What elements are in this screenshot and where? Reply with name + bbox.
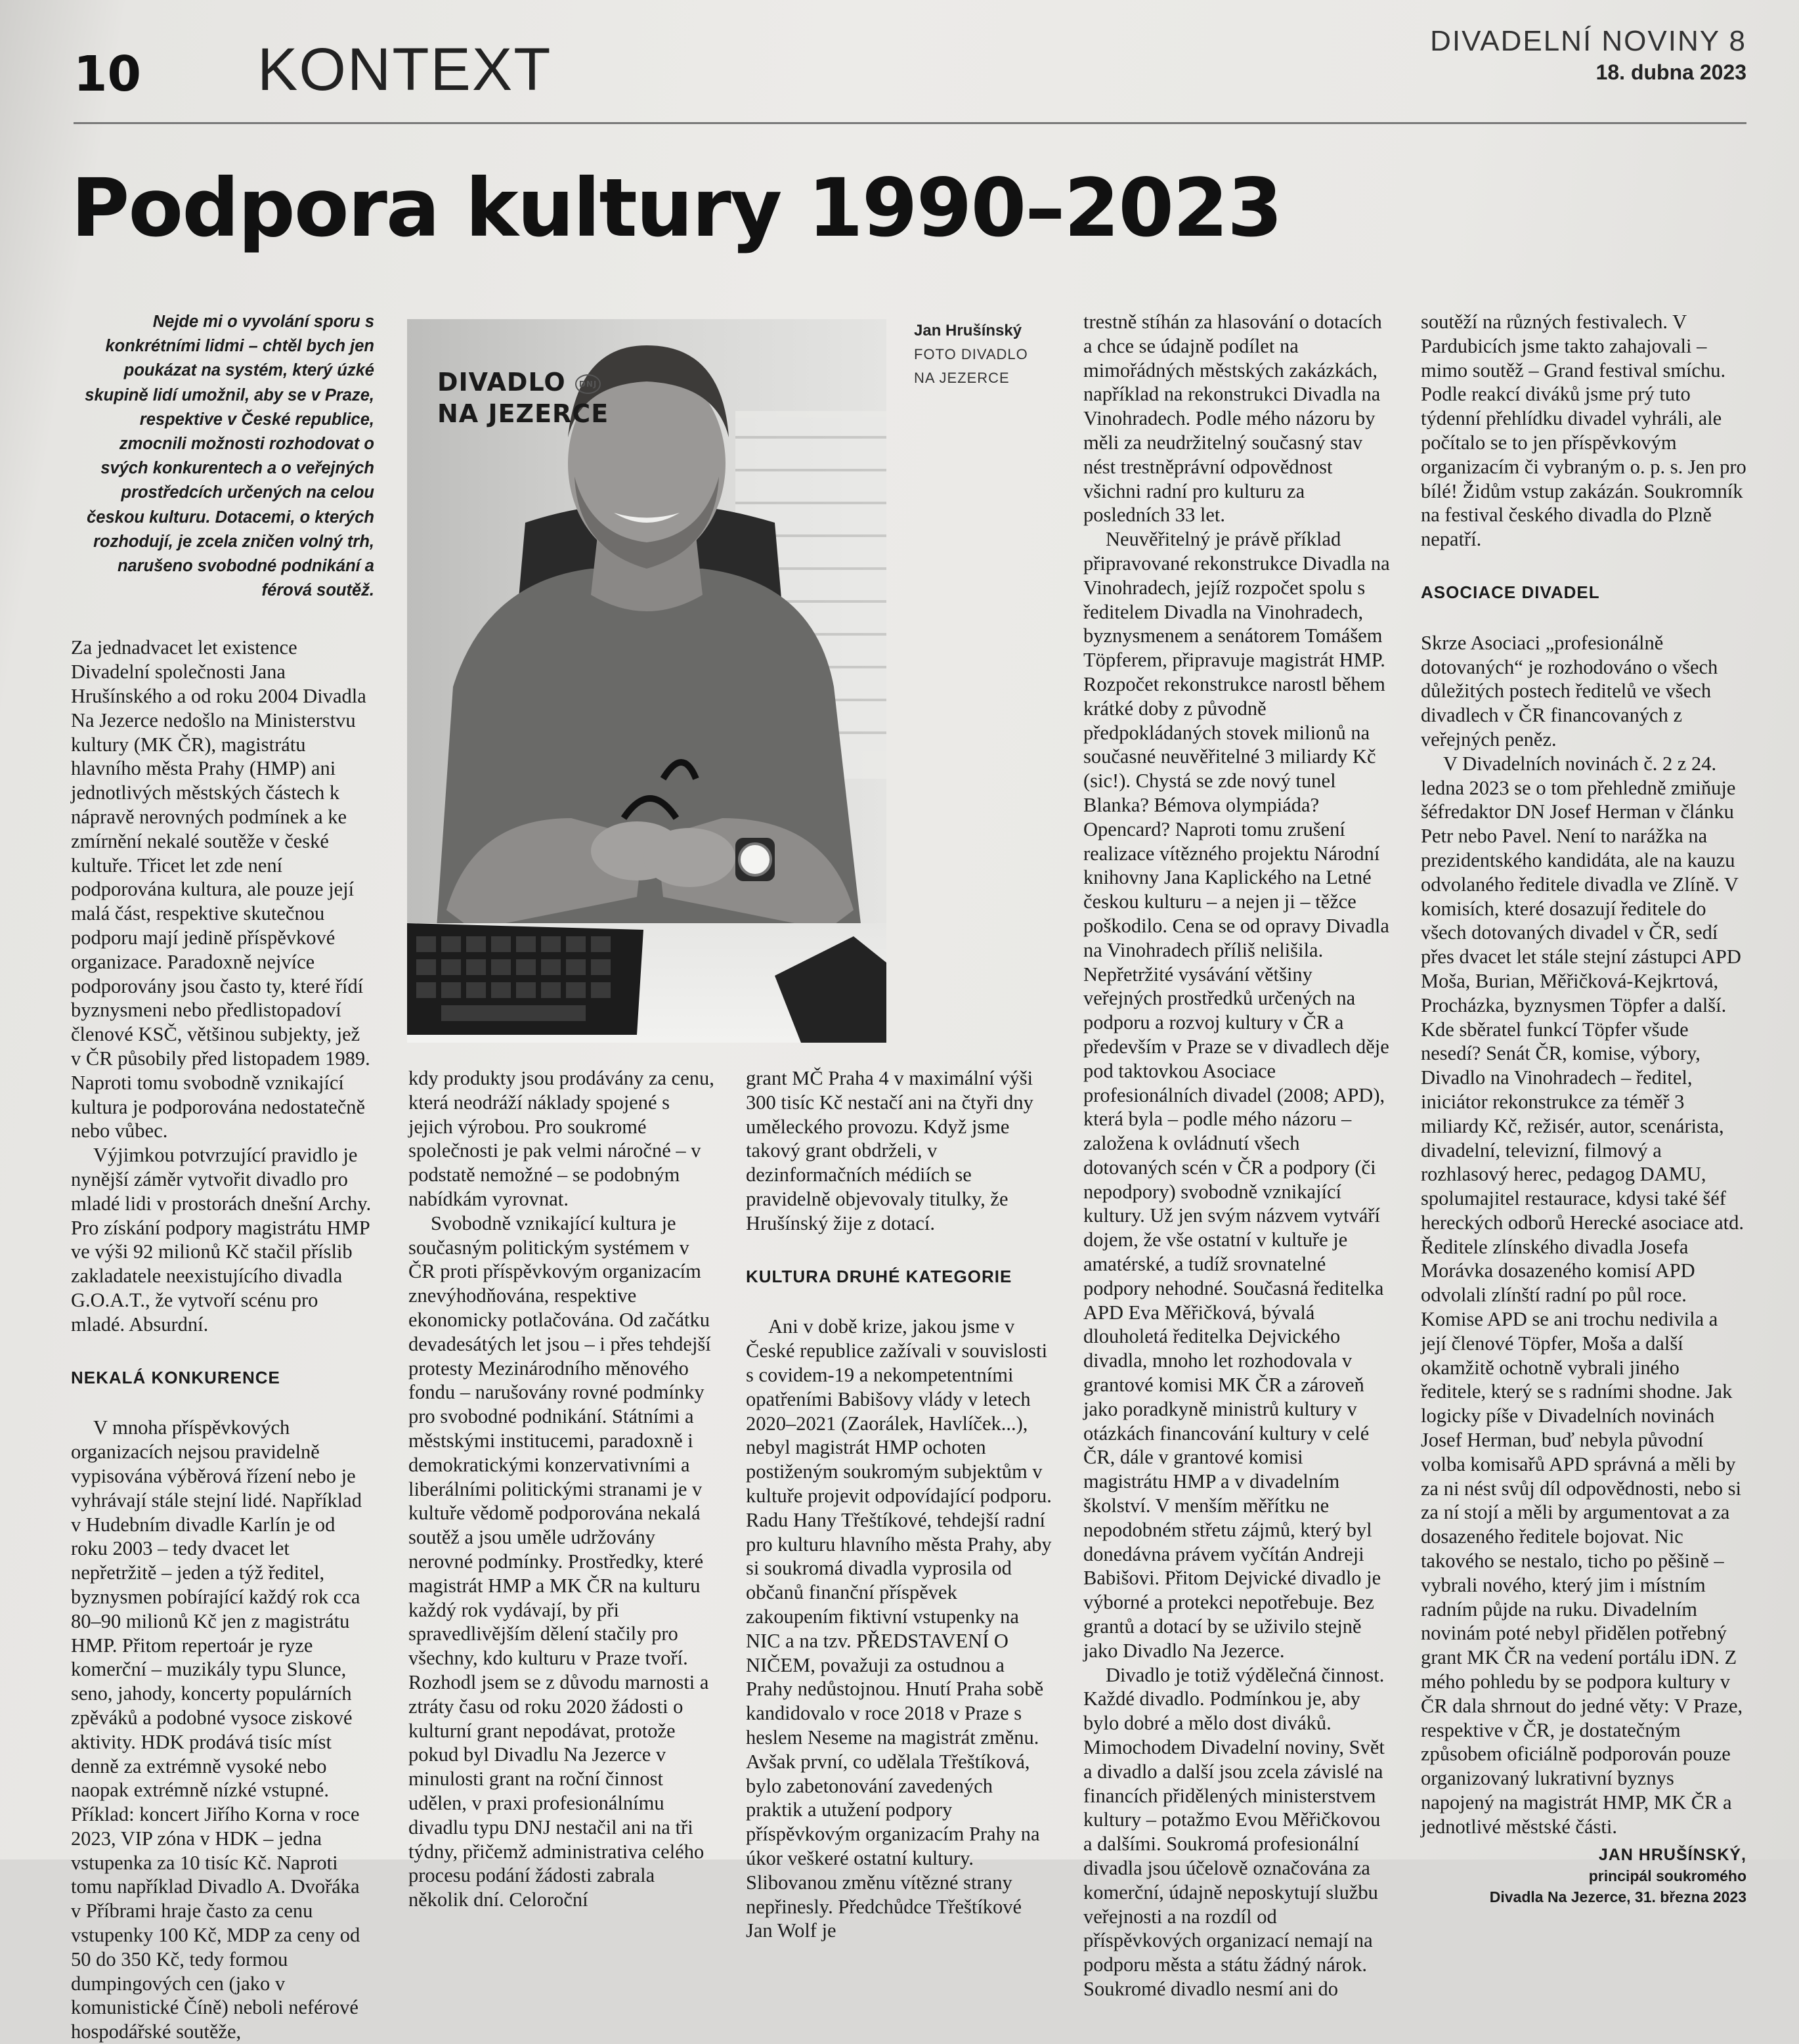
author-signature xyxy=(1421,1844,1746,1907)
paragraph: Výjimkou potvrzující pravidlo je nynější záměr vytvořit divadlo pro mladé lidi v prostorách dnešní Archy. Pro získání podpory magistrátu HMP ve výši 92 milionů Kč stačil příslib zakladatele neexistujícího divadla G.O.A.T., že vytvoří scénu pro mladé. Absurdní. xyxy=(71,1144,372,1336)
photo-caption xyxy=(914,319,1058,390)
page-number: 10 xyxy=(74,46,141,102)
section-title: KONTEXT xyxy=(257,36,552,103)
article-column-3 xyxy=(746,1066,1053,1943)
article-column-2 xyxy=(408,1066,716,1912)
sign-line-1: DIVADLO xyxy=(437,368,566,397)
portrait-photo xyxy=(407,319,886,1043)
article-lead: Nejde mi o vyvolání sporu s konkrétními lidmi – chtěl bych jen poukázat na systém, který úzké skupině lidí umožnil, aby se v Praze, respektive v České republice, zmocnili možnosti rozhodovat o svých konkurentech a o veřejných prostředcích určených na celou českou kulturu. Dotacemi, o kterých rozhodují, je zcela zničen volný trh, narušeno svobodné podnikání a férová soutěž. xyxy=(85,313,374,600)
caption-credit-1: FOTO DIVADLO xyxy=(914,346,1028,362)
paragraph: Ani v době krize, jakou jsme v České republice zažívali v souvislosti s covidem-19 a nekompetentními opatřeními Babišovy vlády v letech 2020–2021 (Zaorálek, Havlíček...), nebyl magistrát HMP ochoten postiženým soukromým subjektům v kultuře projevit odpovídající podporu. Radu Hany Třeštíkové, tehdejší radní pro kulturu hlavního města Prahy, aby si soukromá divadla vyprosila od občanů finanční příspěvek zakoupením fiktivní vstupenky na NIC a na tzv. PŘEDSTAVENÍ O NIČEM, považuji za ostudnou a Prahy nedůstojnou. Hnutí Praha sobě kandidovalo v roce 2018 v Praze s heslem Neseme na magistrát změnu. Avšak první, co udělala Třeštíková, bylo zabetonování zavedených praktik a utužení podpory příspěvkovým organizacím Prahy na úkor veškeré ostatní kultury. Slibovanou změnu vítězné strany nepřinesly. Předchůdce Třeštíkové Jan Wolf je xyxy=(746,1315,1052,1942)
paragraph: Svobodně vznikající kultura je současným politickým systémem v ČR proti příspěvkovým organizacím znevýhodňována, respektive ekonomicky potlačována. Od začátku devadesátých let jsou – i přes tehdejší protesty Mezinárodního měnového fondu – narušovány rovné podmínky pro svobodné podnikání. Státními a městskými institucemi, paradoxně i demokratickými konzervativními a liberálními politickými stranami je v kultuře vědomě podporována nekalá soutěž a jsou uměle udržovány nerovné podmínky. Prostředky, které magistrát HMP a MK ČR na kulturu každý rok vydávají, by při spravedlivějším dělení stačily pro všechny, kdo kulturu v Praze tvoří. Rozhodl jsem se z důvodu marnosti a ztráty času od roku 2020 žádosti o kulturní grant nepodávat, protože pokud byl Divadlu Na Jezerce v minulosti grant na roční činnost udělen, v praxi profesionálnímu divadlu typu DNJ nestačil ani na tři týdny, přičemž administrativa celého procesu podání žádosti zabrala několik dní. Celoroční xyxy=(408,1211,711,1911)
caption-name: Jan Hrušínský xyxy=(914,322,1022,339)
headline: Podpora kultury 1990–2023 xyxy=(71,162,1282,255)
paragraph: V mnoha příspěvkových organizacích nejsou pravidelně vypisována výběrová řízení nebo je vyhrávají stále stejní lidé. Například v Hudebním divadle Karlín je od roku 2003 – tedy dvacet let nepřetržitě – jeden a týž ředitel, byznysmen pobírající každý rok cca 80–90 milionů Kč jen z magistrátu HMP. Přitom repertoár je ryze komerční – muzikály typu Slunce, seno, jahody, koncerty populárních zpěváků a podobné vysoce ziskové aktivity. HDK prodává tisíc míst denně za extrémně vysoké nebo naopak extrémně nízké vstupné. Příklad: koncert Jiřího Korna v roce 2023, VIP zóna v HDK – jedna vstupenka za 10 tisíc Kč. Naproti tomu například Divadlo A. Dvořáka v Příbrami hraje často za cenu vstupenky 100 Kč, MDP za ceny od 50 do 350 Kč, tedy formou dumpingových cen (jako v komunistické Číně) neboli neférové hospodářské soutěže, xyxy=(71,1416,362,2043)
issue-date: 18. dubna 2023 xyxy=(1595,60,1746,84)
paragraph: Neuvěřitelný je právě příklad připravované rekonstrukce Divadla na Vinohradech, jejíž rozpočet spolu s ředitelem Divadla na Vinohradech, byznysmenem a senátorem Tomášem Töpferem, připravuje magistrát HMP. Rozpočet rekonstrukce narostl během krátké doby z původně předpokládaných stovek milionů na současné neuvěřitelné 3 miliardy Kč (sic!). Chystá se zde nový tunel Blanka? Bémova olympiáda? Opencard? Naproti tomu zrušení realizace vítězného projektu Národní knihovny Jana Kaplického na Letné českou kulturu – a nejen ji – těžce poškodilo. Cena se od opravy Divadla na Vinohradech příliš nelišila. Nepřetržité vysávání většiny veřejných prostředků určených na podporu a rozvoj kultury v ČR a především v Praze se v divadlech děje pod taktovkou Asociace profesionálních divadel (2008; APD), která byla – podle mého názoru – založena k ovládnutí všech dotovaných scén v ČR a podpory (či nepodpory) svobodně vznikající kultury. Už jen svým názvem vytváří dojem, že vše ostatní v kultuře je amatérské, a tudíž srovnatelné podpory nehodné. Současná ředitelka APD Eva Měřičková, bývalá dlouholetá ředitelka Dejvického divadla, mnoho let rozhodovala v grantové komisi MK ČR a zároveň jako poradkyně ministrů kultury v otázkách financování kultury v celé ČR, dále v grantové komisi magistrátu HMP a v divadelním školství. V menším měřítku ne nepodobném střetu zájmů, který byl donedávna právem vyčítán Andreji Babišovi. Přitom Dejvické divadlo je výborné a protekci nepotřebuje. Bez grantů a dotací by se uživilo stejně jako Divadlo Na Jezerce. xyxy=(1083,528,1390,1662)
signature-role: principál soukromého xyxy=(1588,1867,1746,1884)
paragraph: Divadlo je totiž výdělečná činnost. Každé divadlo. Podmínkou je, aby bylo dobré a mělo dost diváků. Mimochodem Divadelní noviny, Svět a divadlo a další jsou zcela závislé na financích přidělených ministerstvem kultury – potažmo Evou Měřičkovou a dalšími. Soukromá profesionální divadla jsou účelově označována za komerční, údajně neposkytují službu veřejnosti a na rozdíl od příspěvkových organizací nemají na podporu města a státu žádný nárok. Soukromé divadlo nesmí ani do xyxy=(1083,1663,1385,2000)
sign-line-2: NA JEZERCE xyxy=(437,399,609,428)
masthead xyxy=(1430,25,1746,85)
paragraph: kdy produkty jsou prodávány za cenu, která neodráží náklady spojené s jejich výrobou. Pro soukromé společnosti je pak velmi náročné – v podstatě nemožné – se podobným nabídkám vyrovnat. xyxy=(408,1067,714,1210)
paragraph: Skrze Asociaci „profesionálně dotovaných“ je rozhodováno o všech důležitých postech ředitelů ve všech divadlech v ČR financovaných z veřejných peněz. xyxy=(1421,631,1718,750)
subheading-theatre-association: ASOCIACE DIVADEL xyxy=(1421,582,1600,602)
subheading-unfair-competition: NEKALÁ KONKURENCE xyxy=(71,1367,280,1387)
article-column-4 xyxy=(1083,310,1392,2001)
signature-name: JAN HRUŠÍNSKÝ, xyxy=(1598,1845,1746,1864)
paragraph: soutěží na různých festivalech. V Pardubicích jsme takto zahajovali – mimo soutěž – Grand festival smíchu. Podle reakcí diváků jsme prý tuto týdenní přehlídku divadel vyhráli, ale počítalo se to jen příspěvkovým organizacím či vybraným o. p. s. Jen pro bílé! Židům vstup zakázán. Soukromník na festival českého divadla do Plzně nepatří. xyxy=(1421,311,1746,551)
subheading-second-class-culture: KULTURA DRUHÉ KATEGORIE xyxy=(746,1266,1012,1286)
sign-badge: DNJ xyxy=(575,374,601,394)
article-column-1 xyxy=(71,310,374,2044)
paragraph: trestně stíhán za hlasování o dotacích a chce se údajně podílet na mimořádných městských zakázkách, například na rekonstrukci Divadla na Vinohradech. Podle mého názoru by měli za neudržitelný současný stav nést trestněprávní odpovědnost všichni radní pro kulturu za posledních 33 let. xyxy=(1083,311,1382,527)
theatre-sign xyxy=(437,366,609,429)
article-column-5 xyxy=(1421,310,1746,1907)
paragraph: Za jednadvacet let existence Divadelní společnosti Jana Hrušínského a od roku 2004 Divadla Na Jezerce nedošlo na Ministerstvu kultury (MK ČR), magistrátu hlavního města Prahy (HMP) ani jednotlivých městských částech k nápravě nerovných podmínek a ke zmírnění nekalé soutěže v české kultuře. Třicet let zde není podporována kultura, ale pouze její malá část, respektive skutečnou podporu mají jedině příspěvkové organizace. Paradoxně nejvíce podporovány jsou často ty, které řídí byznysmeni nebo předlistopadoví členové KSČ, většinou subjekty, jež v ČR působily před listopadem 1989. Naproti tomu svobodně vznikající kultura je podporována nedostatečně nebo vůbec. xyxy=(71,636,370,1142)
signature-place-date: Divadla Na Jezerce, 31. března 2023 xyxy=(1489,1888,1746,1905)
header-rule xyxy=(74,122,1746,124)
paragraph: grant MČ Praha 4 v maximální výši 300 tisíc Kč nestačí ani na čtyři dny uměleckého provozu. Když jsme takový grant obdrželi, v dezinformačních médiích se pravidelně objevovaly titulky, že Hrušínský žije z dotací. xyxy=(746,1067,1033,1234)
keyboard xyxy=(407,923,643,1035)
publication-name: DIVADELNÍ NOVINY 8 xyxy=(1430,25,1746,57)
caption-credit-2: NA JEZERCE xyxy=(914,370,1010,386)
paragraph: V Divadelních novinách č. 2 z 24. ledna 2023 se o tom přehledně zmiňuje šéfredaktor DN Josef Herman v článku Petr nebo Pavel. Není to narážka na prezidentského kandidáta, ale na kauzu odvolaného ředitele divadla ve Zlíně. V komisích, které dosazují ředitele do všech dotovaných divadel v ČR, sedí přes dvacet let stále stejní zástupci APD Moša, Burian, Měřičková-Kejkrtová, Procházka, byznysmen Töpfer a další. Kde sběratel funkcí Töpfer všude nesedí? Senát ČR, komise, výbory, Divadlo na Vinohradech – ředitel, iniciátor rekonstrukce za téměř 3 miliardy Kč, režisér, autor, scenárista, divadelní, televizní, filmový a rozhlasový herec, pedagog DAMU, spolumajitel restaurace, kdysi také šéf hereckých odborů Herecké asociace atd. Ředitele zlínského divadla Josefa Morávka dosazeného komisí APD odvolali zlínští radní po půl roce. Komise APD se ani trochu nedivila a její členové Töpfer, Moša a další okamžitě ochotně vybrali jiného ředitele, který se s radními shodne. Jak logicky píše v Divadelních novinách Josef Herman, buď nebyla původní volba komisařů APD správná a měli by za ni nést svůj díl odpovědnosti, nebo si za ní stojí a měli by argumentovat a za dosazeného ředitele bojovat. Nic takového se nestalo, ticho po pěšině – vybrali nového, který jim i místním radním půjde na ruku. Divadelním novinám poté nebyl přidělen potřebný grant MK ČR na vedení portálu iDN. Z mého pohledu by se podpora kultury v ČR dala shrnout do jedné věty: V Praze, respektive v ČR, je dostatečným způsobem oficiálně podporován pouze organizovaný lukrativní byznys napojený na magistrát HMP, MK ČR a jednotlivé městské části. xyxy=(1421,752,1744,1838)
